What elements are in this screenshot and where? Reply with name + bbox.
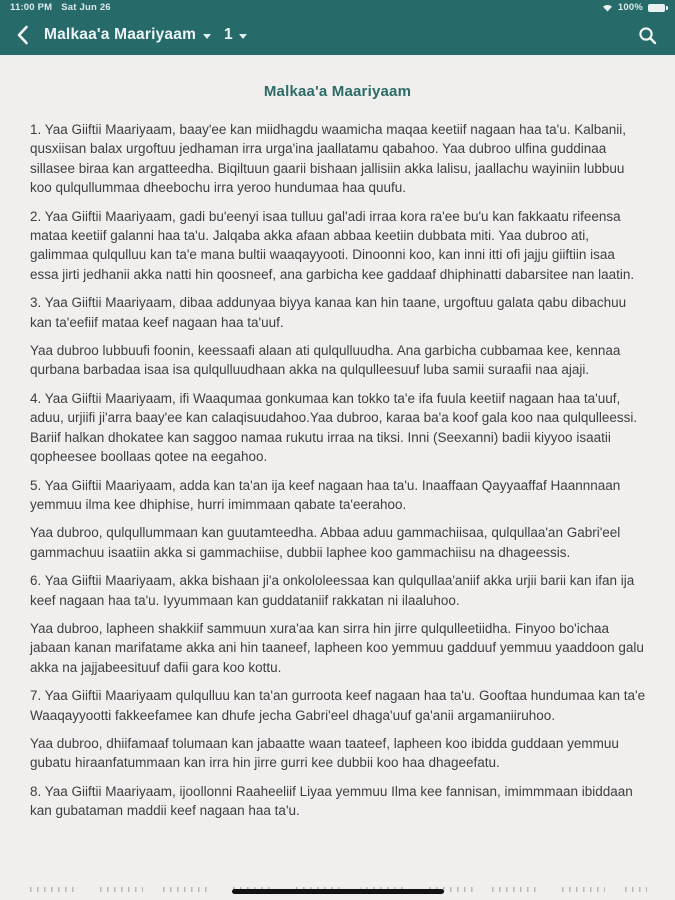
paragraph: 2. Yaa Giiftii Maariyaam, gadi bu'eenyi isaa tulluu gal'adi irraa kora ra'ee bu'u kan fakkaatu rifeensa mataa keetiif galanni haa ta'u. Jalqaba akka afaan abbaa keetiin dubbata miti. Yaa dubroo ati, galimmaa qulqulluu kan ta'e mana bultii waaqayyooti. Dinoonni koo, kan inni itti ofi jajju giiftiin isaa essa jirti jedhanii akka natti hin qoosneef, ana garbicha kee gaddaaf dhiphinatti dabarsitee nan laatin. [30, 208, 635, 282]
reading-scroll-area[interactable] [0, 58, 675, 900]
navigation-bar [0, 15, 675, 55]
book-title: Malkaa'a Maariyaam [44, 26, 197, 43]
paragraph: 3. Yaa Giiftii Maariyaam, dibaa addunyaa biyya kanaa kan hin taane, urgoftuu galata qabu dibachuu kan ta'eefiif mataa keef nagaan haa ta'uuf. [30, 295, 627, 330]
home-indicator[interactable] [232, 889, 444, 894]
status-time: 11:00 PM [10, 2, 53, 13]
paragraph: 1. Yaa Giiftii Maariyaam, baay'ee kan miidhagdu waamicha maqaa keetiif nagaan haa ta'u. Kalbanii, qusxiisan balax urgoftuu jedhaman irra urga'ina jaallatamu qabahoo. Yaa dubroo ulfina guddinaa sillasee biraa kan argatteedha. Biqiltuun gaarii bishaan jallisiin akka lalisu, jaallachu wayiniin lubbuu koo qulqullummaa dheebochu irra yeroo hundumaa haa quufu. [30, 122, 627, 196]
chapter-selector[interactable] [224, 26, 247, 44]
paragraph: 7. Yaa Giiftii Maariyaam qulqulluu kan ta'an gurroota keef nagaan haa ta'u. Gooftaa hundumaa kan ta'e Waaqayyootti fakkeefamee kan dhufe jecha Gabri'eel dhaga'uuf ga'anii argamaniiruhoo. [30, 688, 646, 723]
wifi-icon [602, 3, 613, 12]
back-button[interactable] [16, 25, 29, 45]
paragraph: 5. Yaa Giiftii Maariyaam, adda kan ta'an ija keef nagaan haa ta'u. Inaaffaan Qayyaaffaf Haannnaan yemmuu ilma kee dhiphise, hurri imimmaan qabate ta'eerahoo. [30, 477, 621, 512]
paragraph: Yaa dubroo, lapheen shakkiif sammuun xura'aa kan sirra hin jirre qulqulleetiidha. Finyoo bo'ichaa jabaan kanan marifatame akka ani hin taaneef, lapheen koo yemmuu gadduuf yemmuu yaaddoon galu akka na jajjabeesituuf dafii gara koo kottu. [30, 620, 644, 675]
paragraph: Yaa dubroo lubbuufi foonin, keessaafi alaan ati qulqulluudha. Ana garbicha cubbamaa kee, kennaa qurbana barbadaa isaa isa qulqulluudhaan akka na qulqulleesuuf luba samii suraafii naa ajaji. [30, 343, 621, 378]
prayer-text [0, 120, 675, 821]
search-button[interactable] [638, 26, 657, 45]
page-title: Malkaa'a Maariyaam [263, 83, 412, 100]
chapter-number: 1 [224, 26, 233, 43]
paragraph: 8. Yaa Giiftii Maariyaam, ijoollonni Raaheeliif Liyaa yemmuu Ilma kee fannisan, imimmmaan ibiddaan kan gubataman maddii keef nagaan haa ta'u. [30, 783, 633, 819]
battery-icon [648, 4, 665, 12]
battery-percent: 100% [617, 2, 643, 13]
status-bar [0, 0, 675, 15]
back-chevron-icon [16, 25, 29, 45]
search-icon [638, 26, 657, 45]
status-date: Sat Jun 26 [61, 2, 111, 13]
paragraph: 6. Yaa Giiftii Maariyaam, akka bishaan ji'a onkololeessaa kan qulqullaa'aniif akka urjii barii kan ifan ija keef nagaan haa ta'u. Iyyummaan kan guddataniif rakkatan ni ilaaluhoo. [30, 573, 635, 608]
chevron-down-icon [239, 34, 247, 39]
paragraph: Yaa dubroo, qulqullummaan kan guutamteedha. Abbaa aduu gammachiisaa, qulqullaa'an Gabri'eel gammachuu isaatiin akka si gammachiise, dubbii laphee koo gammachiisu na dhageessis. [30, 525, 621, 560]
paragraph: Yaa dubroo, dhiifamaaf tolumaan kan jabaatte waan taateef, lapheen koo ibidda guddaan yemmuu gubatu hiraanfatummaan kan irra hin jirre gurri kee dubbii koo haa dhageefatu. [30, 735, 619, 771]
book-selector[interactable] [44, 26, 211, 44]
chevron-down-icon [203, 34, 211, 39]
paragraph: 4. Yaa Giiftii Maariyaam, ifi Waaqumaa gonkumaa kan tokko ta'e ifa fuula keetiif nagaan haa ta'uuf, aduu, urjiifi ji'arra baay'ee kan calaqisuudahoo.Yaa dubroo, karaa ba'a koof gala koo naa qulqulleessi. Bariif halkan dhokatee kan saggoo namaa rukutu irraa na tiksi. Inni (Seexanni) badii kiyyoo isaatii qopheesee boollaas qotee na eegahoo. [30, 390, 638, 465]
